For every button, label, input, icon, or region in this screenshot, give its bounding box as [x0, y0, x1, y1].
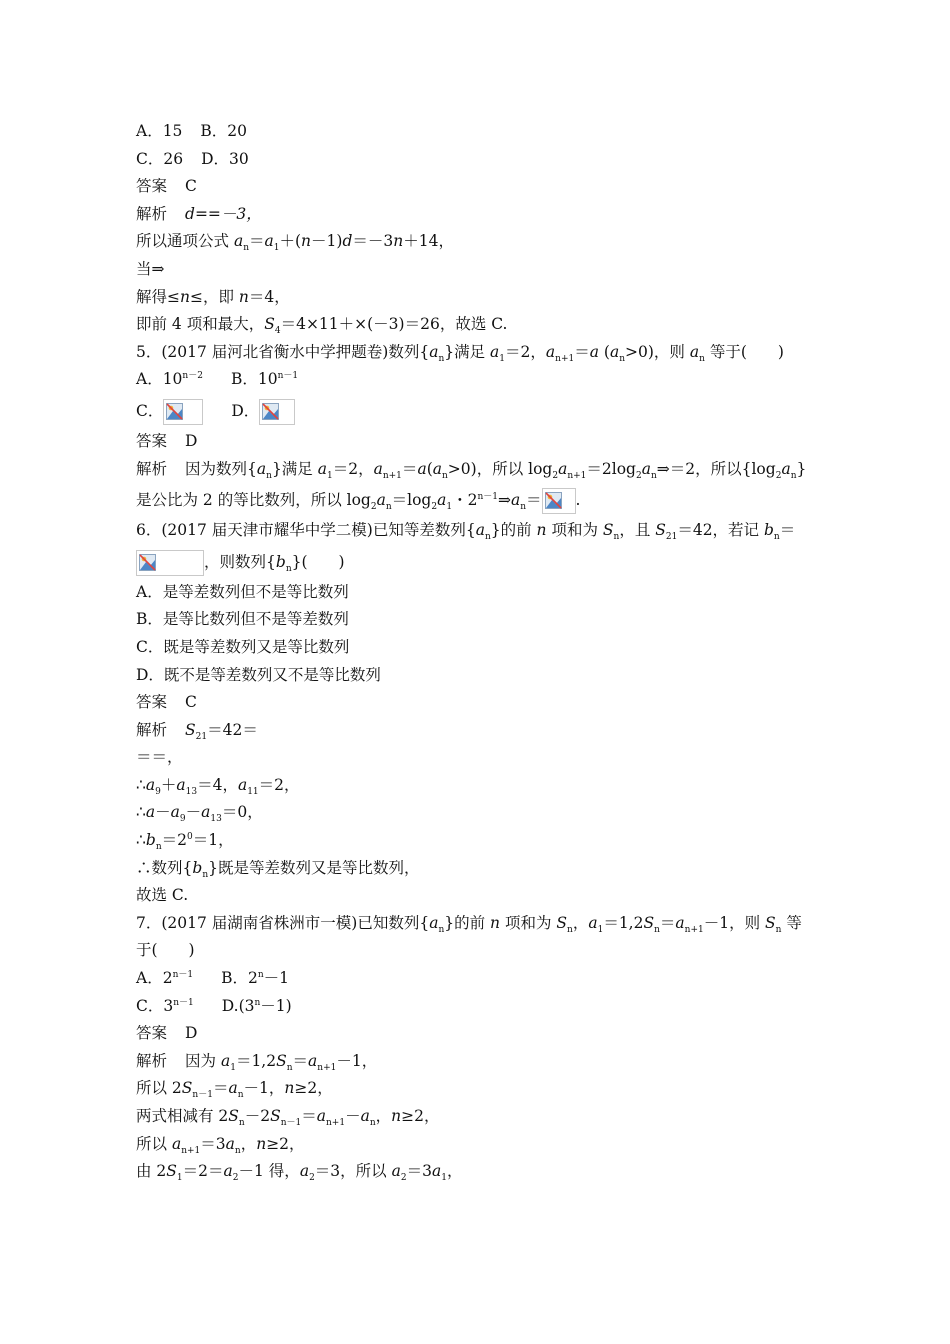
- text: ＝2，: [505, 342, 546, 361]
- subscript: n－1: [192, 1090, 213, 1101]
- text: D．既不是等差数列又不是等比数列: [136, 665, 381, 684]
- subscript: n: [202, 869, 209, 880]
- math-var: a: [689, 342, 700, 361]
- text: ∴: [136, 775, 146, 794]
- subscript: n: [155, 842, 162, 853]
- subscript: 2: [370, 502, 377, 513]
- option-d: D．30: [201, 149, 249, 168]
- broken-image-icon: [163, 399, 203, 425]
- text: ＝2，: [332, 459, 374, 478]
- text: ，且: [619, 521, 656, 540]
- text: 所以 2: [136, 1079, 182, 1098]
- math-expression: d==－3，: [185, 204, 262, 223]
- text-line: [136, 744, 826, 772]
- text-line: [136, 311, 826, 339]
- text: ＝1,2: [603, 913, 644, 932]
- text-line: [136, 1075, 826, 1103]
- text: 因为数列{: [185, 459, 257, 478]
- text: (: [599, 342, 610, 361]
- math-var: S: [655, 521, 666, 540]
- text: ＝＝，: [136, 748, 183, 767]
- text-line: [136, 1131, 826, 1159]
- text: ，则数列{: [204, 552, 276, 571]
- text: ＝2＝: [182, 1162, 224, 1181]
- option-a: A．10: [136, 370, 183, 389]
- subscript: n: [438, 924, 445, 935]
- subscript: n: [438, 353, 445, 364]
- text: －1): [311, 232, 343, 251]
- text: ，: [240, 1134, 257, 1153]
- analysis-line: [136, 717, 826, 745]
- subscript: 2: [775, 470, 782, 481]
- text: ∴数列{: [136, 858, 193, 877]
- math-var: a: [237, 775, 248, 794]
- math-var: a: [429, 342, 439, 361]
- option-c: [136, 634, 826, 662]
- math-var: S: [185, 720, 196, 739]
- subscript: n: [286, 1062, 293, 1073]
- subscript: n+1: [181, 1145, 201, 1156]
- answer-label: 答案: [136, 177, 168, 196]
- text: 5．(2017 届河北省衡水中学押题卷)数列{: [136, 342, 430, 361]
- math-var: n: [238, 287, 249, 306]
- text: ・2: [452, 491, 478, 510]
- subscript: 21: [665, 532, 678, 543]
- text: 由 2: [136, 1162, 167, 1181]
- superscript: 0: [186, 831, 193, 842]
- subscript: n: [619, 353, 626, 364]
- text: 因为: [185, 1051, 221, 1070]
- subscript: n: [238, 1118, 245, 1129]
- subscript: n: [237, 1090, 244, 1101]
- math-var: a: [417, 459, 427, 478]
- math-var: a: [145, 803, 156, 822]
- analysis-line: [136, 456, 826, 484]
- subscript: n: [650, 470, 657, 481]
- text: －2: [244, 1107, 271, 1125]
- math-var: d: [342, 232, 353, 251]
- math-var: n: [180, 287, 190, 306]
- subscript: 2: [232, 1173, 239, 1184]
- math-var: n: [536, 521, 547, 540]
- math-var: n: [256, 1134, 267, 1153]
- subscript: 2: [309, 1173, 315, 1184]
- subscript: 2: [431, 502, 438, 513]
- math-var: a: [317, 459, 327, 478]
- math-var: a: [225, 1134, 235, 1153]
- text-line: [136, 855, 826, 883]
- math-var: a: [223, 1162, 233, 1181]
- text: 两式相减有 2: [136, 1107, 229, 1125]
- math-var: b: [192, 858, 203, 877]
- question-6-stem: [136, 517, 826, 545]
- text-line: [136, 256, 826, 284]
- option-a: A．2: [136, 969, 173, 988]
- subscript: 1: [441, 1173, 447, 1184]
- option-c: C．: [136, 401, 164, 420]
- text-line: [136, 772, 826, 800]
- option-line: [136, 118, 826, 146]
- math-var: S: [181, 1079, 193, 1098]
- math-var: S: [276, 1051, 287, 1070]
- subscript: 9: [155, 786, 161, 797]
- text: 项和为: [546, 521, 603, 540]
- text: ＝: [659, 913, 676, 932]
- text: }( ): [291, 552, 345, 571]
- superscript: n: [257, 969, 264, 980]
- math-var: a: [609, 342, 620, 361]
- math-var: a: [675, 913, 685, 932]
- math-var: a: [431, 1162, 442, 1181]
- answer-line: [136, 689, 826, 717]
- text: ⇒＝2，所以{log: [656, 459, 776, 478]
- math-var: a: [437, 491, 447, 510]
- text: ＋14，: [403, 232, 454, 251]
- option-line: [136, 366, 826, 394]
- answer-label: 答案: [136, 431, 168, 450]
- answer-value: C: [185, 693, 197, 712]
- option-d: D.(3: [221, 996, 255, 1015]
- text: ＝: [526, 491, 542, 510]
- answer-label: 答案: [136, 1024, 168, 1043]
- text: ≥2，: [266, 1134, 305, 1153]
- math-var: n: [490, 913, 501, 932]
- math-var: S: [556, 913, 568, 932]
- text: ＝2，: [258, 775, 300, 794]
- text: }既是等差数列又是等比数列，: [208, 858, 420, 877]
- math-var: a: [376, 491, 386, 510]
- option-a: [136, 579, 826, 607]
- text: －1，: [336, 1051, 378, 1070]
- math-var: b: [763, 521, 774, 540]
- text-line: [136, 1158, 826, 1186]
- math-var: a: [176, 775, 186, 794]
- analysis-label: 解析: [136, 459, 168, 478]
- option-d: D．: [231, 401, 260, 420]
- text: B．是等比数列但不是等差数列: [136, 610, 349, 629]
- subscript: n: [285, 563, 292, 574]
- option-line: [136, 965, 826, 993]
- subscript: n: [369, 1118, 376, 1129]
- text: A．是等差数列但不是等比数列: [136, 582, 349, 601]
- subscript: n－1: [280, 1118, 302, 1129]
- option-d: [136, 662, 826, 690]
- subscript: 1: [499, 353, 506, 364]
- text: ≥2，: [401, 1107, 440, 1125]
- text: 等于( ): [704, 342, 784, 361]
- text-line: [136, 882, 826, 910]
- analysis-line: [136, 1048, 826, 1076]
- text: ＝2log: [586, 459, 636, 478]
- text: }的前: [444, 913, 491, 932]
- math-var: n: [393, 232, 404, 251]
- math-var: a: [588, 913, 598, 932]
- subscript: n+1: [567, 470, 587, 481]
- math-var: a: [781, 459, 791, 478]
- math-var: n: [284, 1079, 295, 1098]
- math-var: a: [510, 491, 521, 510]
- subscript: n: [442, 470, 448, 481]
- option-b: [136, 606, 826, 634]
- superscript: n－1: [277, 371, 299, 382]
- superscript: n－1: [172, 969, 194, 980]
- text: ≥2，: [294, 1079, 333, 1098]
- superscript: n－1: [173, 997, 194, 1008]
- text: ，: [572, 913, 589, 932]
- subscript: n: [243, 243, 249, 254]
- math-var: a: [429, 913, 439, 932]
- text: }满足: [444, 342, 491, 361]
- text: ＝4，: [197, 775, 238, 794]
- subscript: 1: [230, 1062, 236, 1073]
- math-var: a: [373, 459, 383, 478]
- text: }: [796, 459, 807, 478]
- text-line: [136, 799, 826, 827]
- subscript: 1: [446, 502, 453, 513]
- subscript: n: [567, 924, 573, 935]
- text: 所以: [136, 1134, 172, 1153]
- math-var: a: [145, 775, 156, 794]
- text: ＋(: [279, 232, 302, 251]
- text: －1 得，: [238, 1162, 300, 1181]
- question-5-stem: [136, 339, 826, 367]
- math-var: a: [308, 1051, 318, 1070]
- subscript: n+1: [555, 353, 575, 364]
- text: ＝: [212, 1079, 229, 1098]
- subscript: n: [654, 924, 660, 935]
- math-var: a: [589, 342, 599, 361]
- text: >0)，则: [625, 342, 690, 361]
- subscript: 2: [552, 470, 559, 481]
- text: ∴: [136, 803, 146, 822]
- subscript: n: [385, 502, 392, 513]
- superscript: n－1: [477, 491, 498, 502]
- text: ＝3，所以: [314, 1162, 392, 1181]
- text: ＝3: [200, 1134, 226, 1153]
- text: ＝: [292, 1051, 309, 1070]
- option-a: A．15: [136, 122, 183, 140]
- subscript: 1: [597, 924, 604, 935]
- question-7-stem: [136, 910, 826, 938]
- subscript: n+1: [382, 470, 402, 481]
- answer-value: C: [185, 177, 197, 196]
- math-var: a: [558, 459, 568, 478]
- text: 是公比为 2 的等比数列，所以 log: [136, 491, 371, 510]
- math-var: a: [170, 803, 180, 822]
- analysis-label: 解析: [136, 720, 168, 739]
- text: ，: [375, 1107, 392, 1125]
- text-line: [136, 483, 826, 517]
- subscript: n+1: [326, 1118, 346, 1129]
- analysis-label: 解析: [136, 204, 168, 223]
- subscript: 1: [273, 243, 280, 254]
- answer-line: [136, 173, 826, 201]
- text: ＝42＝: [207, 720, 258, 739]
- math-var: a: [233, 232, 244, 251]
- math-var: S: [166, 1162, 177, 1181]
- math-var: b: [145, 831, 156, 850]
- math-var: a: [201, 803, 211, 822]
- text: 7．(2017 届湖南省株洲市一模)已知数列{: [136, 913, 430, 932]
- subscript: n+1: [684, 924, 704, 935]
- subscript: 11: [247, 786, 259, 797]
- subscript: 13: [185, 786, 198, 797]
- subscript: n: [520, 502, 527, 513]
- subscript: n: [699, 353, 705, 364]
- subscript: 21: [195, 731, 208, 742]
- text: ＋: [160, 775, 177, 794]
- subscript: 4: [274, 326, 281, 337]
- math-var: a: [171, 1134, 182, 1153]
- option-line: [136, 394, 826, 428]
- subscript: 1: [326, 470, 333, 481]
- text: ＝－3: [352, 232, 394, 251]
- text: ≤，即: [189, 287, 239, 306]
- text: －1): [260, 996, 292, 1015]
- answer-label: 答案: [136, 693, 168, 712]
- text: 项和为: [500, 913, 557, 932]
- text: ＝4，: [248, 287, 290, 306]
- option-line: [136, 146, 826, 174]
- text: 6．(2017 届天津市耀华中学二模)已知等差数列{: [136, 521, 476, 540]
- analysis-line: [136, 201, 826, 229]
- text: －1，则: [703, 913, 766, 932]
- text: ＝0，: [221, 803, 263, 822]
- subscript: n: [775, 924, 782, 935]
- option-b: B．20: [200, 122, 248, 140]
- text: ⇒: [497, 491, 511, 510]
- subscript: n: [790, 470, 797, 481]
- superscript: n－2: [182, 371, 203, 382]
- math-var: n: [391, 1107, 402, 1125]
- broken-image-icon: [542, 488, 576, 514]
- math-var: a: [220, 1051, 231, 1070]
- text: }满足: [271, 459, 318, 478]
- text: 等: [781, 913, 802, 932]
- subscript: 2: [635, 470, 642, 481]
- text: ＝3: [406, 1162, 432, 1181]
- text: 故选 C.: [136, 886, 189, 905]
- text: ＝4×11＋×(－3)＝26，故选 C.: [280, 315, 508, 334]
- math-var: a: [475, 521, 485, 540]
- subscript: n+1: [317, 1062, 337, 1073]
- option-line: [136, 993, 826, 1021]
- text: 解得≤: [136, 287, 180, 306]
- math-var: S: [643, 913, 655, 932]
- text: ，: [446, 1162, 463, 1181]
- document-body: [136, 118, 826, 1186]
- option-c: C．26: [136, 149, 184, 168]
- text: (: [426, 459, 433, 478]
- subscript: n: [484, 532, 491, 543]
- text: ＝1，: [192, 831, 234, 850]
- text: ＝42，若记: [677, 521, 764, 540]
- text: ＝: [248, 232, 265, 251]
- subscript: 13: [210, 814, 222, 825]
- option-c: C．3: [136, 996, 174, 1015]
- question-7-stem-cont: [136, 937, 826, 965]
- subscript: 1: [176, 1173, 183, 1184]
- text: 于( ): [136, 941, 195, 960]
- math-var: a: [316, 1107, 327, 1125]
- text: －1: [263, 969, 290, 988]
- subscript: n: [773, 532, 780, 543]
- option-b: B．2: [221, 969, 258, 988]
- text: ＝1,2: [235, 1051, 277, 1070]
- math-var: a: [545, 342, 556, 361]
- answer-value: D: [185, 431, 198, 450]
- text-line: [136, 284, 826, 312]
- math-var: S: [270, 1107, 281, 1125]
- text: －: [185, 803, 202, 822]
- question-6-stem-cont: [136, 545, 826, 579]
- text-line: [136, 1103, 826, 1131]
- math-var: n: [301, 232, 312, 251]
- answer-line: [136, 428, 826, 456]
- subscript: n: [613, 532, 620, 543]
- text: ∴: [136, 831, 146, 850]
- text-line: [136, 228, 826, 256]
- subscript: n: [234, 1145, 241, 1156]
- superscript: n: [254, 997, 261, 1008]
- text: }的前: [490, 521, 537, 540]
- math-var: S: [602, 521, 614, 540]
- answer-value: D: [185, 1024, 198, 1043]
- text-line: [136, 827, 826, 855]
- text: ＝log: [391, 491, 432, 510]
- math-var: a: [256, 459, 267, 478]
- subscript: 2: [400, 1173, 407, 1184]
- math-var: a: [641, 459, 651, 478]
- text: C．既是等差数列又是等比数列: [136, 637, 350, 656]
- text: －: [345, 1107, 361, 1125]
- math-var: a: [264, 232, 274, 251]
- math-var: b: [275, 552, 286, 571]
- text: 所以通项公式: [136, 232, 234, 251]
- text: ＝2: [161, 831, 187, 850]
- math-var: a: [490, 342, 500, 361]
- math-var: a: [299, 1162, 310, 1181]
- math-var: a: [228, 1079, 238, 1098]
- answer-line: [136, 1020, 826, 1048]
- text: ＝: [301, 1107, 317, 1125]
- subscript: 9: [179, 814, 186, 825]
- text: ＝: [401, 459, 418, 478]
- math-var: a: [432, 459, 442, 478]
- text: －1，: [243, 1079, 285, 1098]
- text: 当⇒: [136, 259, 165, 278]
- math-var: a: [391, 1162, 401, 1181]
- text: .: [575, 491, 581, 510]
- text: ＝: [574, 342, 590, 361]
- math-var: S: [765, 913, 776, 932]
- math-var: S: [228, 1107, 239, 1125]
- text: ＝: [779, 521, 796, 540]
- subscript: n: [266, 470, 272, 481]
- text: －: [155, 803, 171, 822]
- analysis-label: 解析: [136, 1051, 168, 1070]
- option-b: B．10: [230, 370, 278, 389]
- math-var: S: [264, 315, 275, 334]
- text: 即前 4 项和最大，: [136, 315, 265, 334]
- math-var: a: [360, 1107, 370, 1125]
- broken-image-icon: [136, 550, 204, 576]
- broken-image-icon: [259, 399, 295, 425]
- text: >0)，所以 log: [447, 459, 553, 478]
